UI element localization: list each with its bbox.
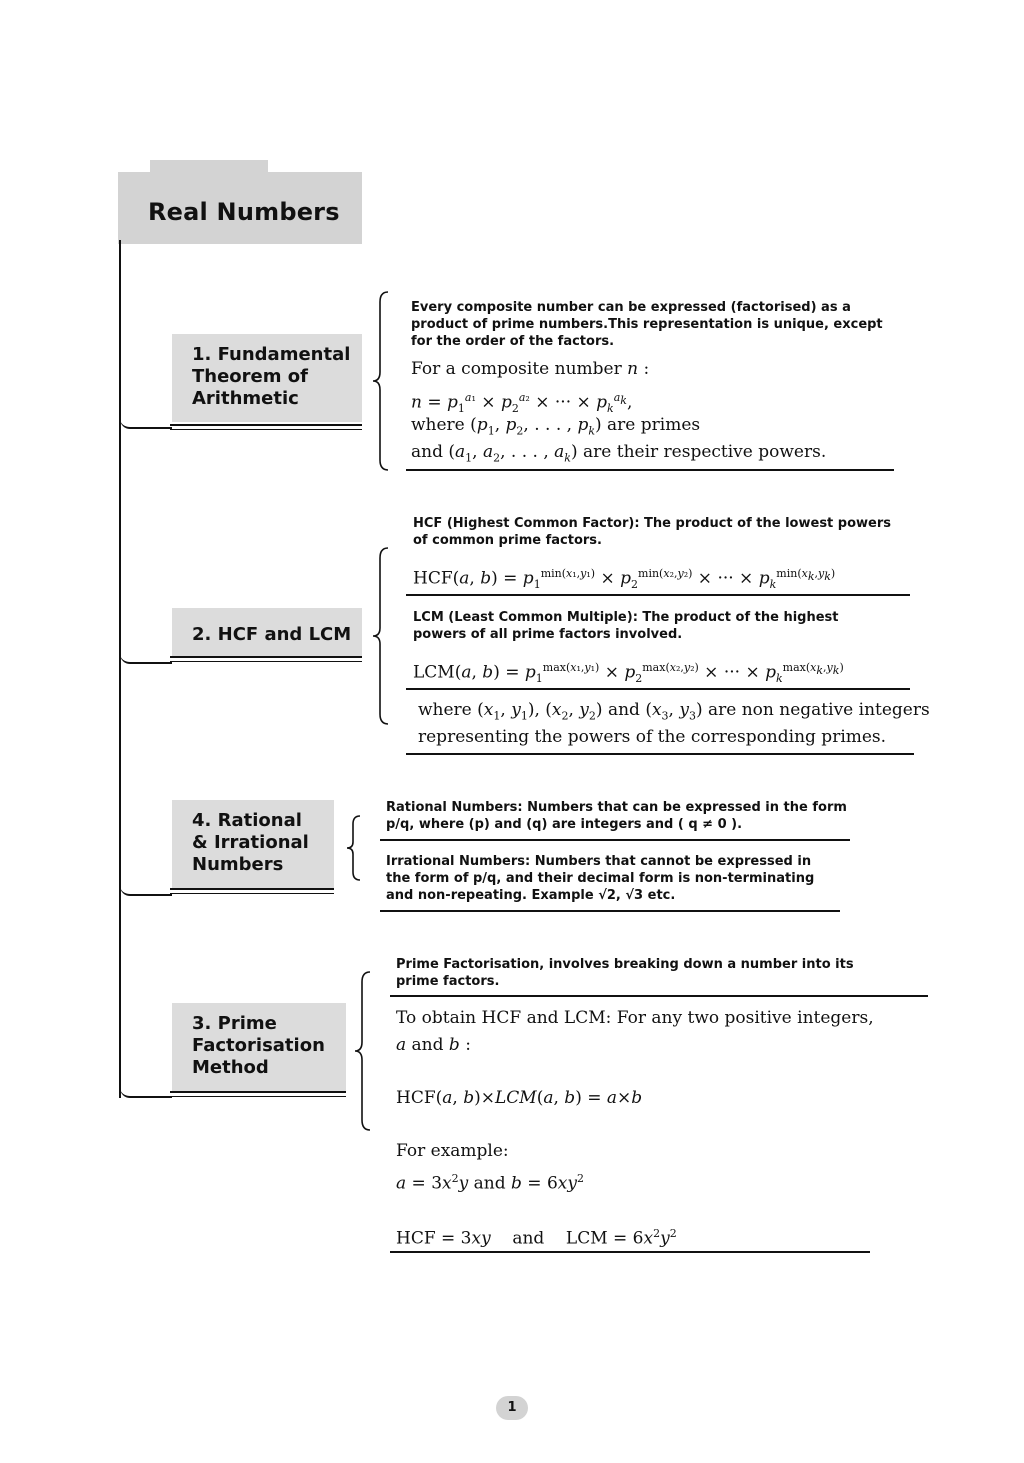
note-rule — [406, 753, 914, 755]
label-underline — [170, 1096, 346, 1097]
label-rational-line: & Irrational — [192, 832, 309, 853]
label-fta-line: Theorem of — [192, 366, 308, 387]
label-underline — [170, 424, 362, 426]
branch-rational — [120, 882, 172, 896]
label-fta-line: 1. Fundamental — [192, 344, 351, 365]
label-underline — [170, 656, 362, 658]
hcf-text: HCF (Highest Common Factor): The product of the lowest powers of common prime factors. — [413, 516, 892, 548]
branch-hcf-lcm — [120, 650, 172, 664]
label-fta — [172, 334, 362, 422]
irrational-head: Irrational Numbers: — [386, 854, 531, 869]
lcm-text: LCM (Least Common Multiple): The product of the highest powers of all prime factors involved. — [413, 610, 839, 642]
title-box — [118, 172, 362, 244]
label-underline — [170, 429, 362, 430]
label-rational — [172, 800, 334, 888]
rational-rule — [380, 839, 850, 841]
hcf-formula: HCF(a, $b) = p_1^{min(x_1,y_1)} \times p_2^{min(x_2,y_2)}$ × ··· × $p_k^{min(x_k,y_k)}$ — [413, 567, 836, 592]
hcf-rule — [406, 594, 910, 596]
label-underline — [170, 888, 334, 890]
irrational-body: Numbers that cannot be expressed in the form of p/q, and their decimal form is non-terminating and non-repeating. Example √2, √3 etc. — [386, 854, 815, 903]
lcm-formula: LCM(a, $b) = p_1^{max(x_1,y_1)} \times p_2^{max(x_2,y_2)}$ × ··· × $p_k^{max(x_k,y_k)}$ — [413, 661, 844, 686]
prime-formula: HCF(a, b)×LCM(a, b) = a×b — [396, 1088, 643, 1108]
fta-line4: and ($a_1$, $a_2$, . . . , $a_k$) are their respective powers. — [411, 442, 827, 465]
prime-line2: a and b : — [396, 1035, 471, 1055]
prime-line1: To obtain HCF and LCM: For any two positive integers, — [396, 1008, 874, 1028]
label-underline — [170, 893, 334, 894]
lcm-rule — [406, 688, 910, 690]
rational-text — [386, 799, 848, 833]
fta-rule — [406, 469, 894, 471]
brace-hcf-lcm — [370, 546, 392, 726]
label-underline — [170, 1091, 346, 1093]
label-hcf-lcm — [172, 608, 362, 658]
label-hcf-lcm-text: 2. HCF and LCM — [192, 624, 352, 645]
example-head: For example: — [396, 1141, 509, 1161]
fta-line1: For a composite number n : — [411, 359, 650, 379]
prime-rule — [390, 995, 928, 997]
brace-fta — [370, 290, 392, 472]
page-title: Real Numbers — [148, 198, 340, 226]
branch-prime — [120, 1084, 172, 1098]
rational-body: Numbers that can be expressed in the form p/q, where (p) and (q) are integers and ( q ≠ 0 ). — [386, 800, 847, 832]
fta-formula: $n = p_1^{a_1} \times p_2^{a_2}$ × ··· × $p_k^{a_k}$, — [411, 391, 633, 416]
label-prime-line: Method — [192, 1057, 269, 1078]
label-prime — [172, 1003, 346, 1091]
prime-text: Prime Factorisation, involves breaking down a number into its prime factors. — [396, 957, 854, 989]
label-underline — [170, 661, 362, 662]
label-prime-line: 3. Prime — [192, 1013, 277, 1034]
example-result: HCF = 3xy and LCM = $6x^2y^2$ — [396, 1227, 677, 1249]
brace-rational — [344, 814, 364, 882]
fta-line3: where ($p_1$, $p_2$, . . . , $p_k$) are primes — [411, 415, 701, 438]
label-rational-line: Numbers — [192, 854, 284, 875]
result-rule — [390, 1251, 870, 1253]
brace-prime — [352, 970, 374, 1132]
hcf-lcm-note-line2: representing the powers of the corresponding primes. — [418, 727, 887, 747]
label-prime-line: Factorisation — [192, 1035, 325, 1056]
page-number: 1 — [496, 1396, 528, 1420]
irrational-rule — [380, 910, 840, 912]
irrational-text — [386, 853, 826, 904]
hcf-lcm-note-line1: where ($x_1$, $y_1$), ($x_2$, $y_2$) and ($x_3$, $y_3$) are non negative integers — [418, 700, 930, 723]
fta-text: Every composite number can be expressed (factorised) as a product of prime numbers.This representation is unique, except for the order of the factors. — [411, 300, 883, 349]
label-rational-line: 4. Rational — [192, 810, 302, 831]
mindmap-trunk — [119, 240, 121, 1098]
rational-head: Rational Numbers: — [386, 800, 523, 815]
label-fta-line: Arithmetic — [192, 388, 299, 409]
example-line: $a = 3x^2y$ and $b = 6xy^2$ — [396, 1172, 584, 1194]
branch-fta — [120, 415, 172, 429]
